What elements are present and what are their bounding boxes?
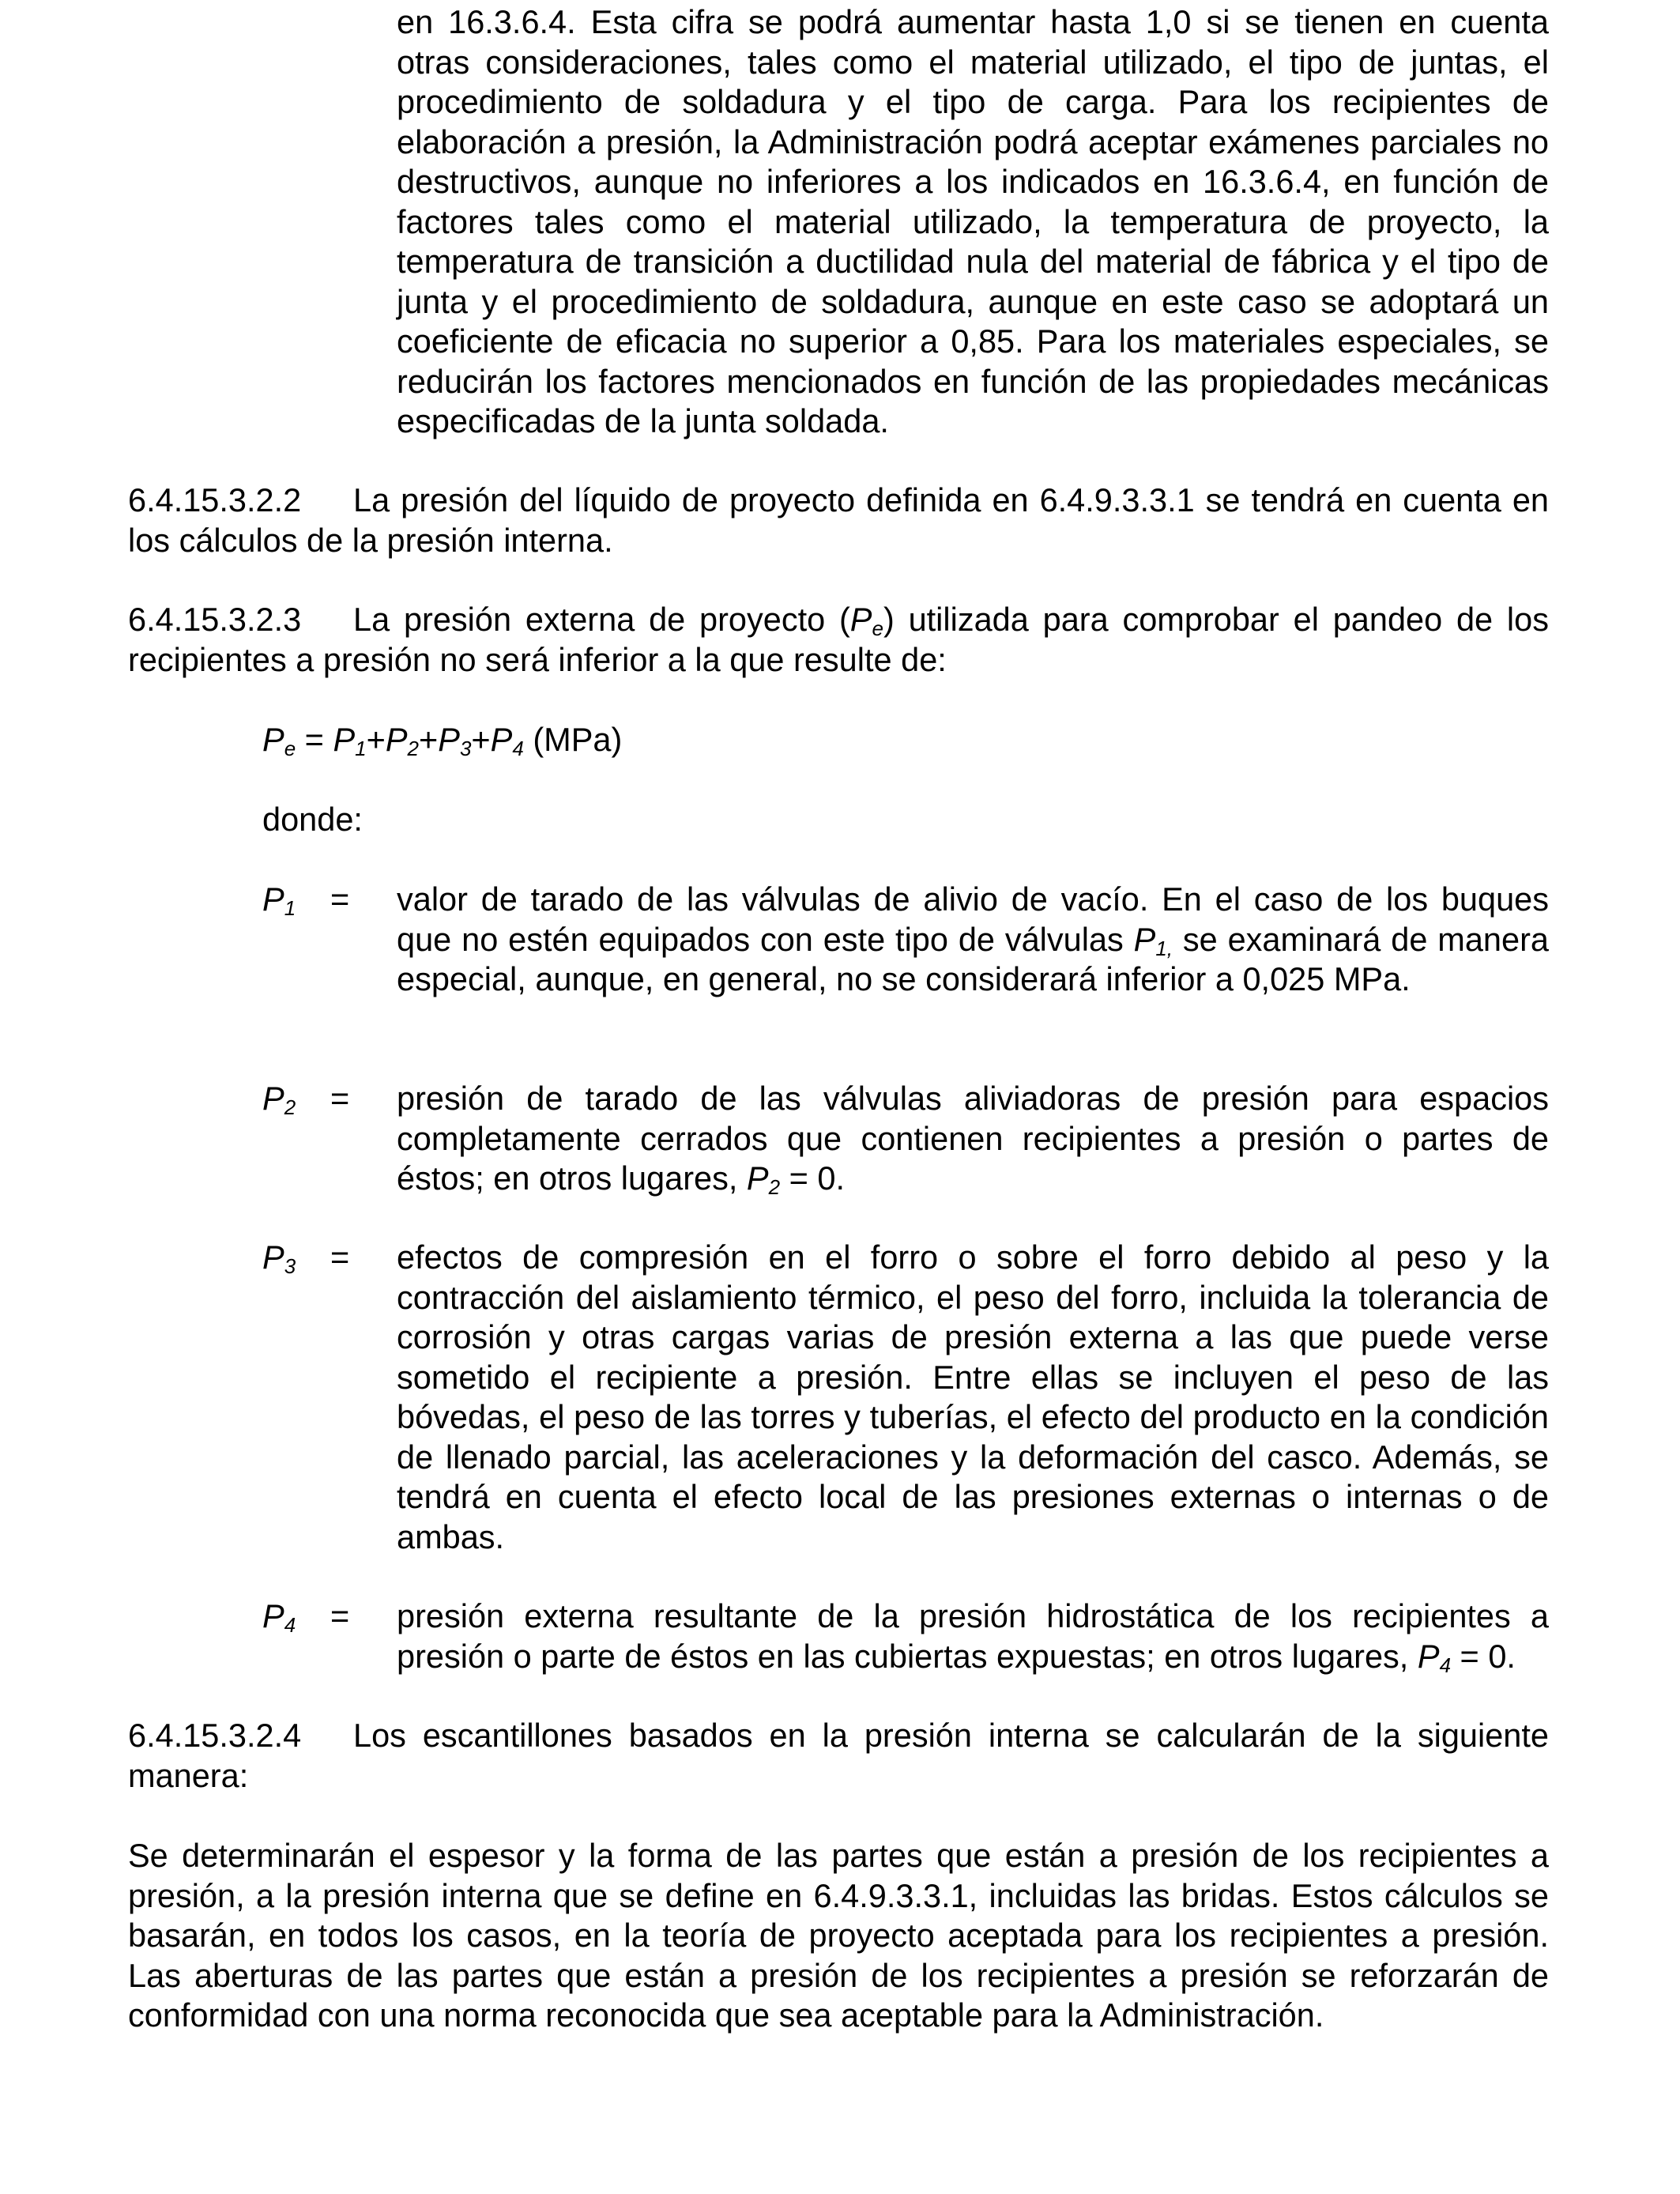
section-text: Los escantillones basados en la presión interna se calcularán de la siguiente manera:	[128, 1717, 1549, 1794]
definition-symbol: $P_1$	[262, 880, 296, 920]
definition-text: valor de tarado de las válvulas de alivio de vacío. En el caso de los buques que no estén equipados con este tipo de válvulas $P_{1,}$ se examinará de manera especial, aunque, en general, no se considerará inferior a 0,025 MPa.	[397, 880, 1549, 997]
section-text-after: ) utilizada para comprobar el pandeo de los recipientes a presión no será inferior a la que resulte de:	[128, 601, 1549, 678]
pressure-formula: $P_e = P_1+P_2+P_3+P_4$ (MPa)	[262, 721, 623, 760]
definition-symbol: $P_2$	[262, 1080, 296, 1119]
formula-unit: (MPa)	[523, 721, 623, 758]
definition-symbol: $P_4$	[262, 1597, 296, 1637]
section-6-4-15-3-2-3	[128, 600, 1549, 680]
section-6-4-15-3-2-2	[128, 481, 1549, 560]
section-number: 6.4.15.3.2.3	[128, 601, 302, 638]
donde-label: donde:	[262, 801, 363, 838]
equals-sign: =	[330, 1080, 350, 1117]
final-paragraph: Se determinarán el espesor y la forma de las partes que están a presión de los recipientes a presión, a la presión interna que se define en 6.4.9.3.3.1, incluidas las bridas. Estos cálculos se basarán, en todos los casos, en la teoría de proyecto aceptada para los recipientes a presión. Las aberturas de las partes que están a presión de los recipientes a presión se reforzarán de conformidad con una norma reconocida que sea aceptable para la Administración.	[128, 1837, 1549, 2034]
section-number: 6.4.15.3.2.2	[128, 481, 302, 518]
section-6-4-15-3-2-4	[128, 1716, 1549, 1796]
formula-term-p4: $P_4$	[490, 721, 524, 760]
definition-symbol: $P_3$	[262, 1238, 296, 1278]
equals-sign: =	[330, 1597, 350, 1634]
definition-text: presión de tarado de las válvulas aliviadoras de presión para espacios completamente cerrados que contienen recipientes a presión o partes de éstos; en otros lugares, $P_2 = 0$.	[397, 1080, 1549, 1199]
formula-lhs: $P_e$	[262, 721, 296, 760]
section-text-before: La presión externa de proyecto (	[353, 601, 850, 638]
definition-text: presión externa resultante de la presión hidrostática de los recipientes a presión o parte de éstos en las cubiertas expuestas; en otros lugares, $P_4 = 0$.	[397, 1597, 1549, 1677]
section-text: La presión del líquido de proyecto definida en 6.4.9.3.3.1 se tendrá en cuenta en los cálculos de la presión interna.	[128, 481, 1549, 559]
equals-sign: =	[330, 1238, 350, 1276]
formula-term-p2: $P_2$	[385, 721, 420, 760]
continuation-paragraph: en 16.3.6.4. Esta cifra se podrá aumentar hasta 1,0 si se tienen en cuenta otras consideraciones, tales como el material utilizado, el tipo de juntas, el procedimiento de soldadura y el tipo de carga. Para los recipientes de elaboración a presión, la Administración podrá aceptar exámenes parciales no destructivos, aunque no inferiores a los indicados en 16.3.6.4, en función de factores tales como el material utilizado, la temperatura de proyecto, la temperatura de transición a ductilidad nula del material de fábrica y el tipo de junta y el procedimiento de soldadura, aunque en este caso se adoptará un coeficiente de eficacia no superior a 0,85. Para los materiales especiales, se reducirán los factores mencionados en función de las propiedades mecánicas especificadas de la junta soldada.	[397, 3, 1549, 439]
formula-term-p3: $P_3$	[438, 721, 472, 760]
equals-sign: =	[330, 880, 350, 918]
section-number: 6.4.15.3.2.4	[128, 1717, 302, 1754]
definition-text: efectos de compresión en el forro o sobre el forro debido al peso y la contracción del aislamiento térmico, el peso del forro, incluida la tolerancia de corrosión y otras cargas varias de presión externa a las que puede verse sometido el recipiente a presión. Entre ellas se incluyen el peso de las bóvedas, el peso de las torres y tuberías, el efecto del producto en la condición de llenado parcial, las aceleraciones y la deformación del casco. Además, se tendrá en cuenta el efecto local de las presiones externas o internas o de ambas.	[397, 1238, 1549, 1555]
pe-symbol: $P_e$	[849, 601, 883, 640]
formula-term-p1: $P_1$	[333, 721, 367, 760]
